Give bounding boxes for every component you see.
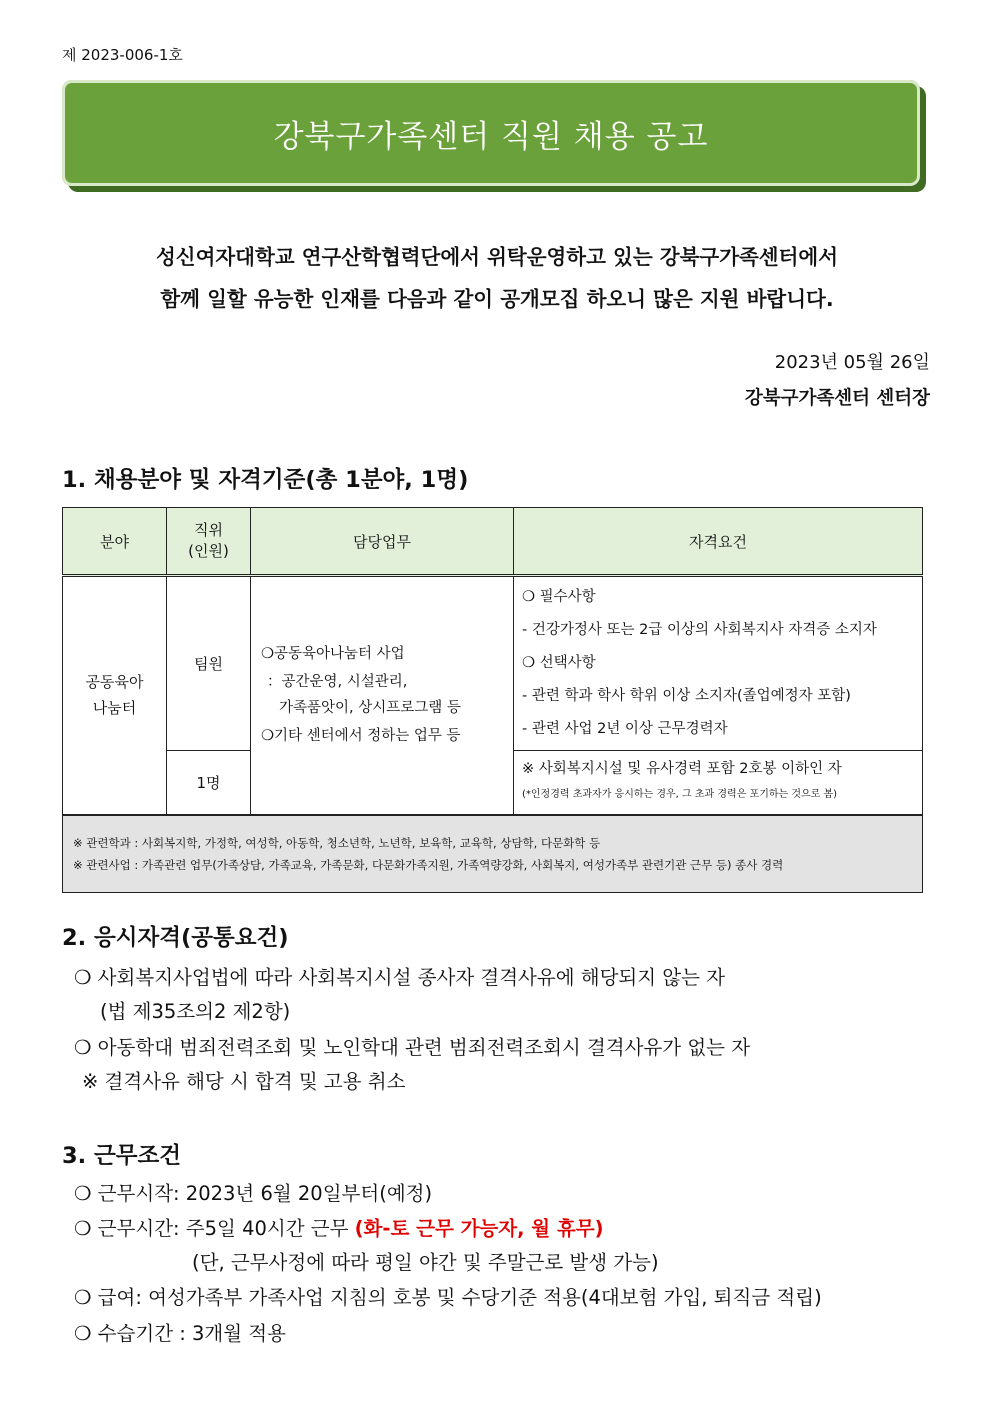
document-number: 제 2023-006-1호 [62, 46, 183, 64]
eligibility-item-note: ※ 결격사유 해당 시 합격 및 고용 취소 [82, 1070, 406, 1093]
qualification-item: - 관련 학과 학사 학위 이상 소지자(졸업예정자 포함) [522, 688, 851, 704]
issuer: 강북구가족센터 센터장 [744, 388, 930, 409]
duty-item: 가족품앗이, 상시프로그램 등 [279, 700, 461, 717]
field-cell [63, 576, 167, 815]
pay-grade: ※ 사회복지시설 및 유사경력 포함 2호봉 이하인 자 [522, 761, 842, 778]
pay-grade-cell [514, 751, 923, 815]
intro-line-2: 함께 일할 유능한 인재를 다음과 같이 공개모집 하오니 많은 지원 바랍니다. [160, 287, 834, 311]
table-notes [63, 815, 923, 893]
intro-line-1: 성신여자대학교 연구산학협력단에서 위탁운영하고 있는 강북구가족센터에서 [155, 245, 839, 269]
table-note-row [63, 815, 923, 893]
qualification-item: ❍ 선택사항 [522, 655, 596, 671]
duty-item: ❍기타 센터에서 정하는 업무 등 [261, 728, 461, 745]
duty-item: ❍공동육아나눔터 사업 [261, 646, 405, 663]
eligibility-item: ❍ 아동학대 범죄전력조회 및 노인학대 관련 범죄전력조회시 결격사유가 없는 자 [74, 1036, 751, 1059]
probation: ❍ 수습기간 : 3개월 적용 [74, 1322, 286, 1345]
duties-cell [251, 576, 514, 815]
qualification-item: ❍ 필수사항 [522, 589, 596, 605]
eligibility-item: ❍ 사회복지사업법에 따라 사회복지시설 종사자 결격사유에 해당되지 않는 자 [74, 966, 726, 989]
header-field: 분야 [63, 508, 167, 576]
field-line-1: 공동육아 [85, 673, 144, 692]
qualification-item: - 건강가정사 또는 2급 이상의 사회복지사 자격증 소지자 [522, 622, 877, 638]
work-hours-note: (단, 근무사정에 따라 평일 야간 및 주말근로 발생 가능) [192, 1251, 659, 1274]
header-headcount-label: (인원) [188, 542, 229, 560]
header-position [167, 508, 251, 576]
headcount-cell: 1명 [167, 751, 251, 815]
section3-heading: 3. 근무조건 [62, 1143, 181, 1169]
section2-heading: 2. 응시자격(공통요건) [62, 925, 289, 951]
duty-item: ：공간운영, 시설관리, [267, 674, 408, 691]
position-cell: 팀원 [167, 576, 251, 751]
eligibility-item-note: (법 제35조의2 제2항) [100, 1000, 291, 1023]
work-hours-text: ❍ 근무시간: 주5일 40시간 근무 [74, 1217, 355, 1240]
work-hours [74, 1213, 604, 1241]
table-row [63, 576, 923, 751]
header-qualifications: 자격요건 [514, 508, 923, 576]
salary: ❍ 급여: 여성가족부 가족사업 지침의 호봉 및 수당기준 적용(4대보험 가입, 퇴직금 적립) [74, 1286, 822, 1309]
section1-heading: 1. 채용분야 및 자격기준(총 1분야, 1명) [62, 467, 469, 493]
work-hours-highlight: (화-토 근무 가능자, 월 휴무) [354, 1217, 604, 1240]
header-duties: 담당업무 [251, 508, 514, 576]
header-position-label: 직위 [194, 521, 223, 539]
title-banner [62, 80, 920, 186]
table-header-row [63, 508, 923, 576]
qualifications-cell [514, 576, 923, 751]
work-start: ❍ 근무시작: 2023년 6월 20일부터(예정) [74, 1182, 433, 1205]
recruitment-table [62, 507, 923, 893]
note-item: ※ 관련사업 : 가족관련 업무(가족상담, 가족교육, 가족문화, 다문화가족지원, 가족역량강화, 사회복지, 여성가족부 관련기관 근무 등) 종사 경력 [73, 857, 784, 872]
field-line-2: 나눔터 [92, 699, 137, 718]
qualification-item: - 관련 사업 2년 이상 근무경력자 [522, 721, 728, 737]
pay-grade-note: (*인정경력 초과자가 응시하는 경우, 그 초과 경력은 포기하는 것으로 봄) [522, 789, 838, 801]
page-title: 강북구가족센터 직원 채용 공고 [273, 118, 709, 155]
announcement-date: 2023년 05월 26일 [774, 352, 930, 373]
note-item: ※ 관련학과 : 사회복지학, 가정학, 여성학, 아동학, 청소년학, 노년학, 보육학, 교육학, 상담학, 다문화학 등 [73, 835, 601, 850]
